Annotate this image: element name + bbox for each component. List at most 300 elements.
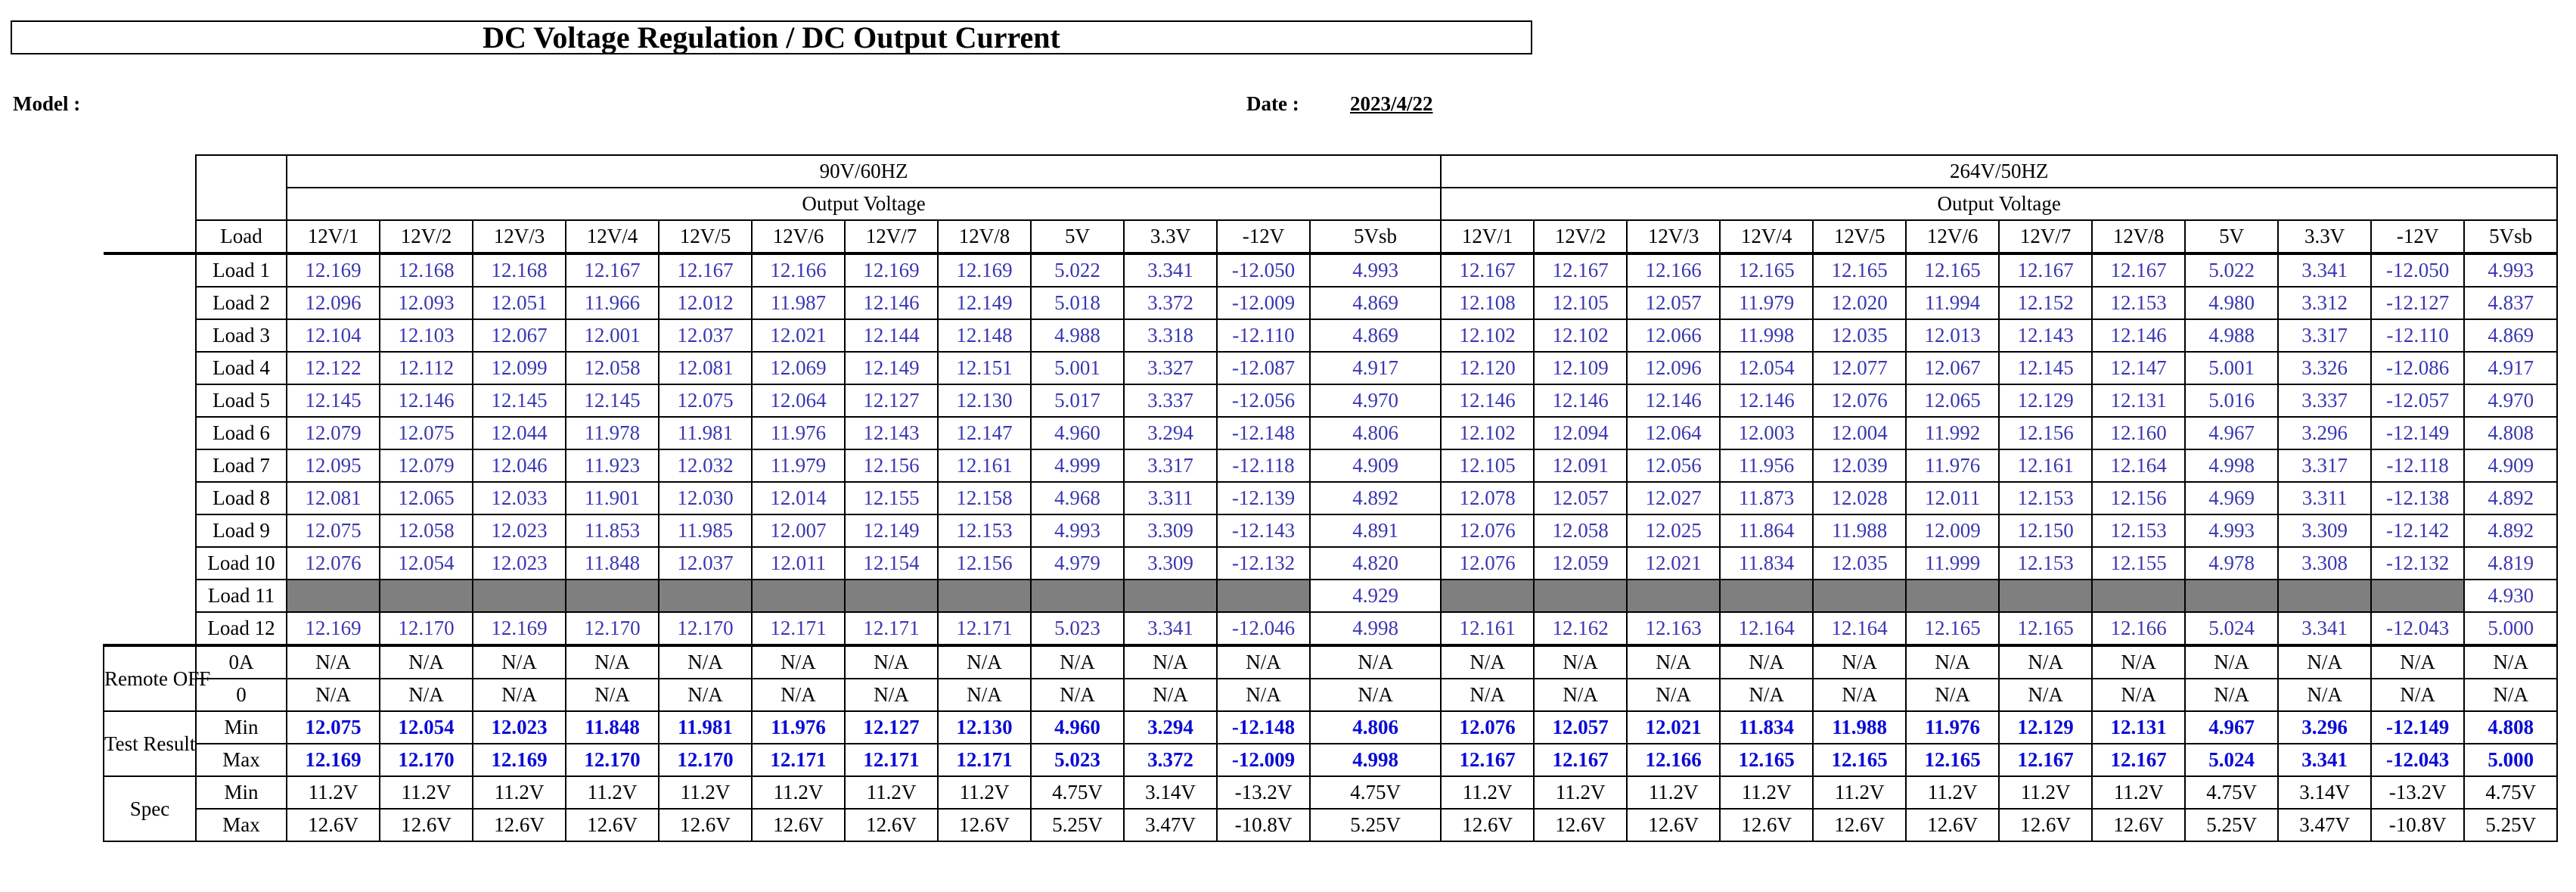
- table-row: [104, 352, 2557, 384]
- load-name: Load 3: [196, 319, 287, 352]
- value-cell: 4.917: [2464, 352, 2557, 384]
- value-cell: -12.139: [1217, 482, 1310, 514]
- model-label: Model :: [13, 92, 81, 115]
- value-cell: 12.067: [473, 319, 566, 352]
- spec-cell: 4.75V: [1031, 776, 1124, 809]
- value-cell: 12.076: [1813, 384, 1906, 417]
- value-cell: 4.993: [2464, 253, 2557, 287]
- value-cell: -12.050: [1217, 253, 1310, 287]
- value-cell: 12.156: [1999, 417, 2092, 449]
- spec-cell: 3.47V: [1124, 809, 1217, 841]
- value-cell: 12.149: [845, 352, 938, 384]
- remote-off-cell: N/A: [1124, 679, 1217, 711]
- value-cell: 12.162: [1534, 612, 1627, 645]
- spec-cell: 4.75V: [1310, 776, 1441, 809]
- condition-header: 90V/60HZ: [287, 155, 1441, 188]
- value-cell: -12.056: [1217, 384, 1310, 417]
- column-header: 12V/1: [287, 220, 380, 253]
- value-cell: -12.132: [1217, 547, 1310, 580]
- remote-off-cell: N/A: [752, 645, 845, 679]
- value-cell: 3.341: [2278, 612, 2371, 645]
- test-result-cell: 12.166: [1627, 744, 1720, 776]
- value-cell: 12.153: [2092, 514, 2185, 547]
- test-result-cell: 12.167: [1534, 744, 1627, 776]
- value-cell: 12.167: [1534, 253, 1627, 287]
- blank-cell: [1441, 580, 1534, 612]
- spec-label: Spec: [104, 776, 196, 841]
- test-result-row-label: Max: [196, 744, 287, 776]
- value-cell: 4.993: [2185, 514, 2278, 547]
- table-row: [104, 547, 2557, 580]
- remote-off-cell: N/A: [1310, 645, 1441, 679]
- value-cell: 3.372: [1124, 287, 1217, 319]
- value-cell: 5.023: [1031, 612, 1124, 645]
- test-result-cell: 12.170: [659, 744, 752, 776]
- value-cell: 4.808: [2464, 417, 2557, 449]
- value-cell: -12.009: [1217, 287, 1310, 319]
- value-cell: 12.109: [1534, 352, 1627, 384]
- value-cell: 12.054: [1720, 352, 1813, 384]
- test-result-row: [104, 744, 2557, 776]
- condition-header: 264V/50HZ: [1441, 155, 2557, 188]
- value-cell: 12.146: [380, 384, 473, 417]
- remote-off-cell: N/A: [1999, 679, 2092, 711]
- test-result-cell: 12.170: [380, 744, 473, 776]
- value-cell: 12.007: [752, 514, 845, 547]
- test-result-cell: 5.023: [1031, 744, 1124, 776]
- value-cell: 12.163: [1627, 612, 1720, 645]
- test-result-cell: 12.023: [473, 711, 566, 744]
- value-cell: 12.102: [1534, 319, 1627, 352]
- column-header: 12V/2: [380, 220, 473, 253]
- value-cell: 3.317: [2278, 319, 2371, 352]
- spec-cell: 11.2V: [845, 776, 938, 809]
- spec-cell: 11.2V: [473, 776, 566, 809]
- value-cell: 11.979: [1720, 287, 1813, 319]
- remote-off-row: [104, 645, 2557, 679]
- value-cell: 12.078: [1441, 482, 1534, 514]
- value-cell: 5.001: [2185, 352, 2278, 384]
- value-cell: 3.317: [1124, 449, 1217, 482]
- value-cell: 12.129: [1999, 384, 2092, 417]
- value-cell: 4.837: [2464, 287, 2557, 319]
- value-cell: 4.820: [1310, 547, 1441, 580]
- value-cell: 12.147: [938, 417, 1031, 449]
- test-result-cell: 5.000: [2464, 744, 2557, 776]
- value-cell: -12.118: [1217, 449, 1310, 482]
- value-cell: 11.976: [1906, 449, 1999, 482]
- value-cell: 12.167: [2092, 253, 2185, 287]
- remote-off-cell: N/A: [1627, 679, 1720, 711]
- value-cell: -12.132: [2371, 547, 2464, 580]
- column-header: 12V/3: [473, 220, 566, 253]
- value-cell: 12.075: [287, 514, 380, 547]
- value-cell: 12.152: [1999, 287, 2092, 319]
- value-cell: 12.120: [1441, 352, 1534, 384]
- blank-cell: [2185, 580, 2278, 612]
- remote-off-label: Remote OFF: [104, 645, 196, 711]
- value-cell: 11.987: [752, 287, 845, 319]
- value-cell: 12.146: [1441, 384, 1534, 417]
- corner-blank: [104, 482, 196, 514]
- spec-cell: 4.75V: [2464, 776, 2557, 809]
- value-cell: 12.046: [473, 449, 566, 482]
- value-cell: 4.869: [2464, 319, 2557, 352]
- value-cell: 12.151: [938, 352, 1031, 384]
- value-cell: -12.110: [2371, 319, 2464, 352]
- value-cell: 12.171: [752, 612, 845, 645]
- remote-off-cell: N/A: [1627, 645, 1720, 679]
- load-header: Load: [196, 220, 287, 253]
- value-cell: 5.022: [2185, 253, 2278, 287]
- blank-cell: [1906, 580, 1999, 612]
- blank-cell: [1720, 580, 1813, 612]
- remote-off-cell: N/A: [1906, 645, 1999, 679]
- value-cell: 12.069: [752, 352, 845, 384]
- value-cell: 4.892: [2464, 514, 2557, 547]
- column-header: -12V: [1217, 220, 1310, 253]
- value-cell: 11.988: [1813, 514, 1906, 547]
- table-row: [104, 319, 2557, 352]
- test-result-cell: 4.806: [1310, 711, 1441, 744]
- spec-cell: 12.6V: [287, 809, 380, 841]
- spec-cell: 11.2V: [659, 776, 752, 809]
- value-cell: 12.156: [938, 547, 1031, 580]
- value-cell: 11.864: [1720, 514, 1813, 547]
- spec-cell: 3.47V: [2278, 809, 2371, 841]
- value-cell: 3.327: [1124, 352, 1217, 384]
- value-cell: 3.311: [1124, 482, 1217, 514]
- value-cell: 11.994: [1906, 287, 1999, 319]
- corner-blank: [104, 287, 196, 319]
- value-cell: 12.011: [752, 547, 845, 580]
- blank-cell: [287, 580, 380, 612]
- value-cell: 12.155: [845, 482, 938, 514]
- value-cell: 12.058: [380, 514, 473, 547]
- value-cell: 12.170: [566, 612, 659, 645]
- value-cell: 12.127: [845, 384, 938, 417]
- load-name: Load 11: [196, 580, 287, 612]
- value-cell: 4.929: [1310, 580, 1441, 612]
- remote-off-cell: N/A: [2464, 645, 2557, 679]
- spec-cell: 12.6V: [1441, 809, 1534, 841]
- remote-off-cell: N/A: [938, 679, 1031, 711]
- value-cell: 3.309: [2278, 514, 2371, 547]
- value-cell: 4.909: [2464, 449, 2557, 482]
- remote-off-row-label: 0: [196, 679, 287, 711]
- value-cell: 12.146: [1720, 384, 1813, 417]
- spec-cell: 12.6V: [1627, 809, 1720, 841]
- column-header: 12V/6: [1906, 220, 1999, 253]
- spec-cell: 11.2V: [1906, 776, 1999, 809]
- column-header: 12V/7: [1999, 220, 2092, 253]
- value-cell: 12.168: [473, 253, 566, 287]
- blank-cell: [380, 580, 473, 612]
- value-cell: 12.145: [1999, 352, 2092, 384]
- value-cell: 12.027: [1627, 482, 1720, 514]
- value-cell: 12.058: [566, 352, 659, 384]
- test-result-cell: 12.171: [752, 744, 845, 776]
- spec-cell: 12.6V: [1906, 809, 1999, 841]
- column-header: 12V/7: [845, 220, 938, 253]
- test-result-cell: 3.372: [1124, 744, 1217, 776]
- test-result-cell: 11.834: [1720, 711, 1813, 744]
- value-cell: 12.076: [1441, 514, 1534, 547]
- value-cell: 12.165: [1906, 612, 1999, 645]
- value-cell: 12.095: [287, 449, 380, 482]
- value-cell: 12.058: [1534, 514, 1627, 547]
- value-cell: 5.024: [2185, 612, 2278, 645]
- spec-cell: -10.8V: [2371, 809, 2464, 841]
- value-cell: 12.150: [1999, 514, 2092, 547]
- blank-cell: [1627, 580, 1720, 612]
- value-cell: -12.149: [2371, 417, 2464, 449]
- load-name: Load 9: [196, 514, 287, 547]
- value-cell: 12.167: [566, 253, 659, 287]
- value-cell: 3.326: [2278, 352, 2371, 384]
- value-cell: 11.985: [659, 514, 752, 547]
- value-cell: 5.001: [1031, 352, 1124, 384]
- column-header: 12V/4: [566, 220, 659, 253]
- value-cell: 12.146: [1627, 384, 1720, 417]
- value-cell: 12.076: [287, 547, 380, 580]
- blank-cell: [938, 580, 1031, 612]
- remote-off-cell: N/A: [2464, 679, 2557, 711]
- value-cell: 5.022: [1031, 253, 1124, 287]
- spec-cell: 12.6V: [845, 809, 938, 841]
- spec-cell: 4.75V: [2185, 776, 2278, 809]
- remote-off-cell: N/A: [1031, 679, 1124, 711]
- value-cell: 12.093: [380, 287, 473, 319]
- value-cell: 12.030: [659, 482, 752, 514]
- value-cell: 12.044: [473, 417, 566, 449]
- spec-cell: 11.2V: [1720, 776, 1813, 809]
- value-cell: 11.834: [1720, 547, 1813, 580]
- load-name: Load 5: [196, 384, 287, 417]
- remote-off-cell: N/A: [2278, 645, 2371, 679]
- remote-off-cell: N/A: [2185, 679, 2278, 711]
- test-result-cell: 12.057: [1534, 711, 1627, 744]
- remote-off-cell: N/A: [1124, 645, 1217, 679]
- test-result-cell: 12.169: [287, 744, 380, 776]
- test-result-cell: 12.167: [2092, 744, 2185, 776]
- spec-cell: 12.6V: [938, 809, 1031, 841]
- value-cell: -12.050: [2371, 253, 2464, 287]
- value-cell: 12.160: [2092, 417, 2185, 449]
- corner-blank: [104, 612, 196, 645]
- value-cell: -12.118: [2371, 449, 2464, 482]
- value-cell: -12.148: [1217, 417, 1310, 449]
- value-cell: 12.165: [1720, 253, 1813, 287]
- value-cell: 12.161: [1441, 612, 1534, 645]
- load-name: Load 10: [196, 547, 287, 580]
- test-result-cell: 12.167: [1999, 744, 2092, 776]
- value-cell: 12.143: [1999, 319, 2092, 352]
- remote-off-cell: N/A: [380, 645, 473, 679]
- remote-off-cell: N/A: [1813, 645, 1906, 679]
- value-cell: 12.033: [473, 482, 566, 514]
- remote-off-cell: N/A: [2371, 645, 2464, 679]
- value-cell: 12.105: [1534, 287, 1627, 319]
- value-cell: 12.161: [938, 449, 1031, 482]
- remote-off-cell: N/A: [1534, 679, 1627, 711]
- blank-cell: [1813, 580, 1906, 612]
- value-cell: 12.164: [2092, 449, 2185, 482]
- remote-off-cell: N/A: [1031, 645, 1124, 679]
- value-cell: 12.165: [1906, 253, 1999, 287]
- spec-row-label: Min: [196, 776, 287, 809]
- test-result-cell: 11.976: [752, 711, 845, 744]
- spec-cell: 12.6V: [1999, 809, 2092, 841]
- corner-blank: [104, 319, 196, 352]
- remote-off-cell: N/A: [473, 645, 566, 679]
- value-cell: 3.308: [2278, 547, 2371, 580]
- remote-off-cell: N/A: [566, 645, 659, 679]
- value-cell: 12.023: [473, 514, 566, 547]
- value-cell: 4.930: [2464, 580, 2557, 612]
- value-cell: 12.130: [938, 384, 1031, 417]
- value-cell: 4.960: [1031, 417, 1124, 449]
- value-cell: 11.853: [566, 514, 659, 547]
- test-result-cell: 12.165: [1813, 744, 1906, 776]
- test-result-cell: 12.167: [1441, 744, 1534, 776]
- value-cell: 12.146: [1534, 384, 1627, 417]
- value-cell: 4.869: [1310, 287, 1441, 319]
- report-title: DC Voltage Regulation / DC Output Current: [11, 20, 1532, 54]
- value-cell: 12.001: [566, 319, 659, 352]
- value-cell: 12.025: [1627, 514, 1720, 547]
- value-cell: -12.138: [2371, 482, 2464, 514]
- value-cell: 12.145: [566, 384, 659, 417]
- test-result-cell: 12.021: [1627, 711, 1720, 744]
- value-cell: 12.094: [1534, 417, 1627, 449]
- spec-cell: 11.2V: [1813, 776, 1906, 809]
- value-cell: 12.171: [938, 612, 1031, 645]
- value-cell: 4.892: [2464, 482, 2557, 514]
- value-cell: 4.999: [1031, 449, 1124, 482]
- column-header: 12V/5: [659, 220, 752, 253]
- value-cell: 12.108: [1441, 287, 1534, 319]
- value-cell: -12.057: [2371, 384, 2464, 417]
- value-cell: 3.311: [2278, 482, 2371, 514]
- value-cell: 3.312: [2278, 287, 2371, 319]
- test-result-cell: 3.296: [2278, 711, 2371, 744]
- test-result-cell: 4.967: [2185, 711, 2278, 744]
- value-cell: 12.169: [473, 612, 566, 645]
- corner-blank: [104, 514, 196, 547]
- value-cell: 11.992: [1906, 417, 1999, 449]
- value-cell: -12.127: [2371, 287, 2464, 319]
- value-cell: 3.341: [1124, 253, 1217, 287]
- remote-off-cell: N/A: [566, 679, 659, 711]
- value-cell: 12.065: [380, 482, 473, 514]
- value-cell: 12.153: [1999, 482, 2092, 514]
- blank-cell: [1217, 580, 1310, 612]
- remote-off-cell: N/A: [2371, 679, 2464, 711]
- remote-off-row-label: 0A: [196, 645, 287, 679]
- blank-cell: [1124, 580, 1217, 612]
- test-result-cell: 12.165: [1906, 744, 1999, 776]
- table-row: [104, 612, 2557, 645]
- blank-cell: [2371, 580, 2464, 612]
- value-cell: 12.003: [1720, 417, 1813, 449]
- spec-cell: 3.14V: [2278, 776, 2371, 809]
- spec-cell: 12.6V: [1534, 809, 1627, 841]
- value-cell: 11.873: [1720, 482, 1813, 514]
- value-cell: 12.075: [380, 417, 473, 449]
- value-cell: 12.081: [659, 352, 752, 384]
- value-cell: 12.158: [938, 482, 1031, 514]
- spec-cell: -13.2V: [2371, 776, 2464, 809]
- value-cell: 12.149: [845, 514, 938, 547]
- value-cell: -12.110: [1217, 319, 1310, 352]
- value-cell: 11.976: [752, 417, 845, 449]
- blank-cell: [2278, 580, 2371, 612]
- value-cell: 4.980: [2185, 287, 2278, 319]
- spec-cell: 11.2V: [2092, 776, 2185, 809]
- value-cell: 12.077: [1813, 352, 1906, 384]
- value-cell: 12.066: [1627, 319, 1720, 352]
- value-cell: 12.004: [1813, 417, 1906, 449]
- table-row: [104, 482, 2557, 514]
- value-cell: 12.012: [659, 287, 752, 319]
- column-header: 12V/8: [2092, 220, 2185, 253]
- value-cell: 12.032: [659, 449, 752, 482]
- spec-cell: 5.25V: [1031, 809, 1124, 841]
- value-cell: 11.966: [566, 287, 659, 319]
- spec-cell: -13.2V: [1217, 776, 1310, 809]
- value-cell: 4.988: [2185, 319, 2278, 352]
- remote-off-cell: N/A: [659, 645, 752, 679]
- column-header: -12V: [2371, 220, 2464, 253]
- value-cell: 4.909: [1310, 449, 1441, 482]
- spec-cell: 11.2V: [1441, 776, 1534, 809]
- value-cell: -12.143: [1217, 514, 1310, 547]
- header-blank: [196, 155, 287, 220]
- value-cell: 12.065: [1906, 384, 1999, 417]
- load-name: Load 7: [196, 449, 287, 482]
- value-cell: 11.981: [659, 417, 752, 449]
- value-cell: 11.848: [566, 547, 659, 580]
- value-cell: 3.337: [1124, 384, 1217, 417]
- value-cell: 12.075: [659, 384, 752, 417]
- spec-cell: 11.2V: [938, 776, 1031, 809]
- value-cell: 12.035: [1813, 547, 1906, 580]
- value-cell: 12.148: [938, 319, 1031, 352]
- value-cell: 3.341: [1124, 612, 1217, 645]
- blank-cell: [1031, 580, 1124, 612]
- test-result-cell: 5.024: [2185, 744, 2278, 776]
- spec-cell: 5.25V: [2464, 809, 2557, 841]
- value-cell: 12.039: [1813, 449, 1906, 482]
- test-result-cell: 4.808: [2464, 711, 2557, 744]
- load-name: Load 4: [196, 352, 287, 384]
- test-result-cell: 12.129: [1999, 711, 2092, 744]
- value-cell: 4.970: [1310, 384, 1441, 417]
- column-header: 12V/6: [752, 220, 845, 253]
- test-result-cell: 12.130: [938, 711, 1031, 744]
- column-header: 12V/3: [1627, 220, 1720, 253]
- value-cell: 12.144: [845, 319, 938, 352]
- value-cell: 4.993: [1310, 253, 1441, 287]
- test-result-cell: 11.976: [1906, 711, 1999, 744]
- value-cell: 12.009: [1906, 514, 1999, 547]
- remote-off-cell: N/A: [845, 679, 938, 711]
- value-cell: 12.147: [2092, 352, 2185, 384]
- value-cell: 12.035: [1813, 319, 1906, 352]
- spec-cell: 11.2V: [752, 776, 845, 809]
- value-cell: 12.156: [845, 449, 938, 482]
